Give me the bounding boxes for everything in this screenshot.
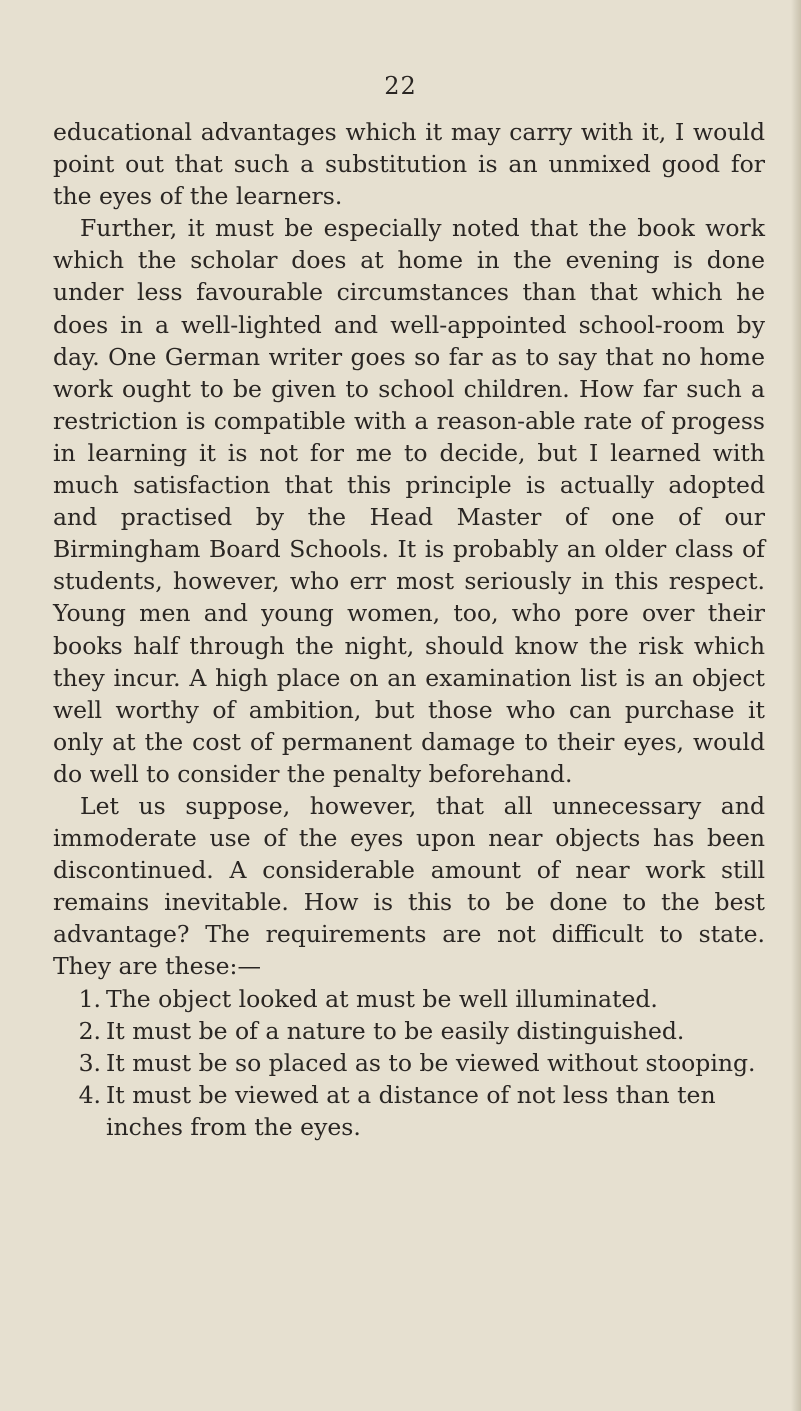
list-item-text: It must be of a nature to be easily distinguished. — [106, 1016, 685, 1045]
requirements-list — [53, 983, 765, 1143]
list-item-number: 3. — [78, 1048, 101, 1077]
list-item — [53, 1079, 765, 1143]
paragraph-near-work: Let us suppose, however, that all unnecessary and immoderate use of the eyes upon near objects has been discontinued. A considerable amount of near work still remains inevitable. How is this to be done to the best advantage? The requirements are not difficult to state. They are these:— — [53, 791, 765, 981]
list-item — [53, 1047, 765, 1079]
paragraph-home-work: Further, it must be especially noted that the book work which the scholar does at home in the evening is done under less favourable circumstances than that which he does in a well-lighted and well-appointed school-room by day. One German writer goes so far as to say that no home work ought to be given to school children. How far such a restriction is compatible with a reason-able rate of progess in learning it is not for me to decide, but I learned with much satisfaction that this principle is actually adopted and practised by the Head Master of one of our Birmingham Board Schools. It is probably an older class of students, however, who err most seriously in this respect. Young men and young women, too, who pore over their books half through the night, should know the risk which they incur. A high place on an examination list is an object well worthy of ambition, but those who can purchase it only at the cost of permanent damage to their eyes, would do well to consider the penalty beforehand. — [53, 214, 765, 788]
paragraph-continuation: educational advantages which it may carry with it, I would point out that such a substitution is an unmixed good for the eyes of the learners. — [53, 118, 765, 211]
list-item — [53, 983, 765, 1015]
list-item-text: The object looked at must be well illuminated. — [106, 984, 658, 1013]
list-item-text: It must be so placed as to be viewed without stooping. — [106, 1048, 756, 1077]
list-item-number: 2. — [78, 1016, 101, 1045]
list-item-number: 1. — [78, 984, 101, 1013]
list-item — [53, 1015, 765, 1047]
body-text — [53, 116, 765, 1143]
page-number: 22 — [384, 72, 417, 100]
page-edge — [791, 0, 801, 1411]
list-item-text: It must be viewed at a distance of not less than ten inches from the eyes. — [106, 1080, 716, 1141]
list-item-number: 4. — [78, 1080, 101, 1109]
